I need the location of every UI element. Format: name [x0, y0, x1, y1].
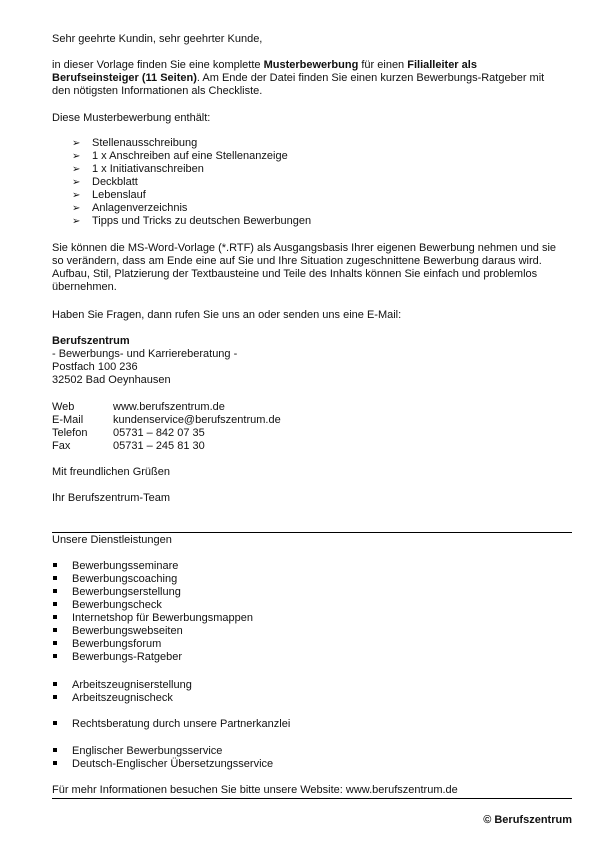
service-list-item — [52, 625, 183, 638]
company-subtitle: - Bewerbungs- und Karriereberatung - — [52, 348, 238, 360]
service-list-item — [52, 573, 177, 586]
contact-value: 05731 – 842 07 35 — [113, 427, 205, 439]
usage-paragraph: Sie können die MS-Word-Vorlage (*.RTF) als Ausgangsbasis Ihrer eigenen Bewerbung nehmen und sie so verändern, dass am Ende eine auf Sie und Ihre Situation zugeschnittene Bewerbung daraus wird. Aufbau, Stil, Platzierung der Textbausteine und Teile des Inhalts können Sie einfach und problemlos übernehmen. — [52, 242, 557, 293]
service-list-item — [52, 718, 290, 731]
arrow-bullet-icon: ➢ — [72, 190, 81, 201]
website-note: Für mehr Informationen besuchen Sie bitte unsere Website: www.berufszentrum.de — [52, 784, 458, 796]
closing: Mit freundlichen Grüßen — [52, 466, 170, 478]
arrow-bullet-icon: ➢ — [72, 151, 81, 162]
service-list-item — [52, 679, 192, 692]
contents-item-label: 1 x Initiativanschreiben — [92, 163, 204, 175]
contact-value: 05731 – 245 81 30 — [113, 440, 205, 452]
service-item-label: Deutsch-Englischer Übersetzungsservice — [72, 758, 274, 770]
contents-item-label: Stellenausschreibung — [92, 137, 198, 149]
square-bullet-icon — [53, 589, 57, 593]
contents-list-item — [72, 202, 187, 215]
service-item-label: Bewerbungsseminare — [72, 560, 179, 572]
divider-top — [52, 532, 572, 533]
arrow-bullet-icon: ➢ — [72, 138, 81, 149]
contents-heading: Diese Musterbewerbung enthält: — [52, 112, 211, 124]
contact-value: kundenservice@berufszentrum.de — [113, 414, 281, 426]
service-list-item — [52, 586, 181, 599]
contact-row — [52, 427, 205, 440]
divider-bottom — [52, 798, 572, 799]
contents-item-label: Lebenslauf — [92, 189, 146, 201]
square-bullet-icon — [53, 615, 57, 619]
contact-row — [52, 414, 281, 427]
signature: Ihr Berufszentrum-Team — [52, 492, 170, 504]
contact-label: Web — [52, 401, 75, 413]
contact-row — [52, 440, 205, 453]
contact-label: E-Mail — [52, 414, 84, 426]
square-bullet-icon — [53, 654, 57, 658]
service-item-label: Arbeitszeugniserstellung — [72, 679, 192, 691]
intro-text-3: . Am Ende der Datei finden Sie einen kurzen Bewerbungs-Ratgeber mit den nötigsten Informationen als Checkliste. — [52, 72, 545, 97]
intro-text-1: in dieser Vorlage finden Sie eine komplette — [52, 59, 264, 71]
intro-text-2: für einen — [358, 59, 408, 71]
company-name-text: Berufszentrum — [52, 335, 130, 347]
service-item-label: Internetshop für Bewerbungsmappen — [72, 612, 254, 624]
service-item-label: Englischer Bewerbungsservice — [72, 745, 223, 757]
contents-item-label: Deckblatt — [92, 176, 138, 188]
contents-list-item — [72, 215, 311, 228]
questions-line: Haben Sie Fragen, dann rufen Sie uns an oder senden uns eine E-Mail: — [52, 309, 402, 321]
contents-list-item — [72, 189, 146, 202]
contents-list-item — [72, 176, 138, 189]
contact-label: Fax — [52, 440, 71, 452]
contents-item-label: Tipps und Tricks zu deutschen Bewerbungen — [92, 215, 312, 227]
contents-list-item — [72, 163, 204, 176]
contact-row — [52, 401, 225, 414]
arrow-bullet-icon: ➢ — [72, 203, 81, 214]
service-list-item — [52, 651, 182, 664]
square-bullet-icon — [53, 641, 57, 645]
company-name — [52, 335, 130, 348]
arrow-bullet-icon: ➢ — [72, 164, 81, 175]
square-bullet-icon — [53, 682, 57, 686]
contents-list-item — [72, 150, 288, 163]
service-item-label: Bewerbungscheck — [72, 599, 162, 611]
service-list-item — [52, 745, 222, 758]
contents-item-label: Anlagenverzeichnis — [92, 202, 188, 214]
intro-paragraph — [52, 59, 562, 98]
service-item-label: Bewerbungserstellung — [72, 586, 181, 598]
contents-list-item — [72, 137, 197, 150]
service-item-label: Bewerbungswebseiten — [72, 625, 183, 637]
copyright: © Berufszentrum — [483, 814, 572, 826]
greeting: Sehr geehrte Kundin, sehr geehrter Kunde, — [52, 33, 263, 45]
address-street: Postfach 100 236 — [52, 361, 138, 373]
contact-value: www.berufszentrum.de — [113, 401, 225, 413]
service-item-label: Rechtsberatung durch unsere Partnerkanzlei — [72, 718, 291, 730]
square-bullet-icon — [53, 695, 57, 699]
square-bullet-icon — [53, 628, 57, 632]
service-list-item — [52, 638, 161, 651]
intro-bold-2: Filialleiter als Berufseinsteiger (11 Seiten) — [52, 59, 477, 84]
service-item-label: Bewerbungs-Ratgeber — [72, 651, 183, 663]
square-bullet-icon — [53, 576, 57, 580]
square-bullet-icon — [53, 602, 57, 606]
service-item-label: Bewerbungsforum — [72, 638, 162, 650]
service-list-item — [52, 560, 178, 573]
contact-label: Telefon — [52, 427, 88, 439]
service-list-item — [52, 692, 173, 705]
service-item-label: Bewerbungscoaching — [72, 573, 178, 585]
service-list-item — [52, 612, 253, 625]
intro-bold-1: Musterbewerbung — [263, 59, 359, 71]
address-city: 32502 Bad Oeynhausen — [52, 374, 171, 386]
service-list-item — [52, 599, 162, 612]
service-list-item — [52, 758, 273, 771]
square-bullet-icon — [53, 761, 57, 765]
arrow-bullet-icon: ➢ — [72, 177, 81, 188]
square-bullet-icon — [53, 748, 57, 752]
arrow-bullet-icon: ➢ — [72, 216, 81, 227]
service-item-label: Arbeitszeugnischeck — [72, 692, 173, 704]
square-bullet-icon — [53, 721, 57, 725]
services-heading: Unsere Dienstleistungen — [52, 534, 172, 546]
square-bullet-icon — [53, 563, 57, 567]
contents-item-label: 1 x Anschreiben auf eine Stellenanzeige — [92, 150, 288, 162]
